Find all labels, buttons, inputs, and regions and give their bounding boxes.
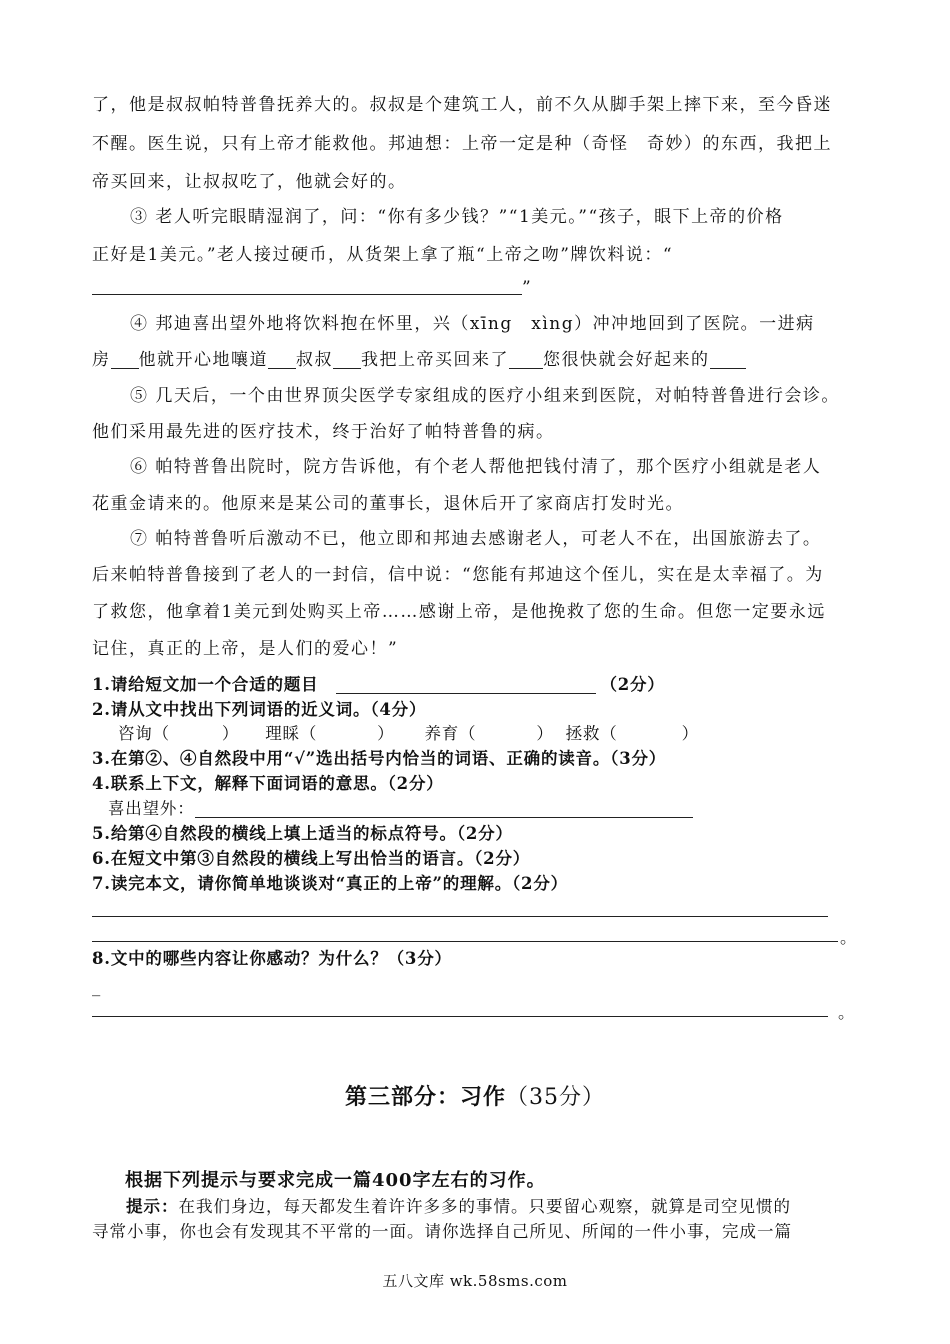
passage-line: ④ 邦迪喜出望外地将饮料抱在怀里，兴（xīng xìng）冲冲地回到了医院。一进病 (130, 314, 815, 334)
passage-line: ③ 老人听完眼睛湿润了，问：“你有多少钱？”“1美元。”“孩子，眼下上帝的价格 (130, 207, 784, 227)
item-label: 拯救（ (565, 724, 618, 743)
punctuation-blank[interactable] (509, 350, 543, 369)
answer-line[interactable] (92, 1016, 828, 1017)
passage-line: 帝买回来，让叔叔吃了，他就会好的。 (92, 172, 407, 192)
question-text: 1.请给短文加一个合适的题目 (92, 675, 319, 694)
hint-line: 寻常小事，你也会有发现其不平常的一面。请你选择自己所见、所闻的一件小事，完成一篇 (92, 1222, 792, 1241)
passage-text: 叔叔 (296, 350, 333, 370)
answer-blank-line[interactable] (92, 294, 522, 295)
item-label: ） (681, 724, 699, 743)
answer-line[interactable] (92, 916, 828, 917)
item-label: ） (377, 724, 395, 743)
answer-line[interactable] (92, 941, 838, 942)
hint-line (126, 1195, 791, 1219)
footer-watermark: 五八文库 wk.58sms.com (382, 1272, 568, 1290)
passage-text: 他就开心地嚷道 (138, 350, 268, 370)
passage-line: 后来帕特普鲁接到了老人的一封信，信中说：“您能有邦迪这个侄儿，实在是太幸福了。为 (92, 565, 824, 585)
writing-instruction: 根据下列提示与要求完成一篇400字左右的习作。 (125, 1170, 546, 1191)
definition-blank[interactable] (195, 799, 693, 818)
section-score: （35分） (506, 1085, 605, 1110)
passage-line: 花重金请来的。他原来是某公司的董事长，退休后开了家商店打发时光。 (92, 494, 684, 514)
punctuation-blank[interactable] (710, 350, 746, 369)
passage-line: ⑥ 帕特普鲁出院时，院方告诉他，有个老人帮他把钱付清了，那个医疗小组就是老人 (130, 457, 822, 477)
hint-label: 提示： (126, 1197, 179, 1216)
item-label: ） (221, 724, 240, 743)
passage-line: 了救您，他拿着1美元到处购买上帝……感谢上帝，是他挽救了您的生命。但您一定要永远 (92, 602, 826, 622)
passage-line: ” (522, 278, 533, 298)
question-2-items (118, 722, 699, 746)
punctuation-blank[interactable] (111, 350, 139, 369)
item-label: 养育（ (424, 724, 477, 743)
item-label: ） (536, 724, 554, 743)
term-label: 喜出望外： (108, 799, 195, 818)
passage-line: 了，他是叔叔帕特普鲁抚养大的。叔叔是个建筑工人，前不久从脚手架上摔下来，至今昏迷 (92, 95, 832, 115)
question-6: 6.在短文中第③自然段的横线上写出恰当的语言。（2分） (92, 849, 531, 868)
punctuation-blank[interactable] (333, 350, 361, 369)
question-4: 4.联系上下文，解释下面词语的意思。（2分） (92, 774, 444, 793)
question-8: 8.文中的哪些内容让你感动？为什么？（3分） (92, 949, 452, 968)
punctuation-blank[interactable] (268, 350, 296, 369)
hint-text: 在我们身边，每天都发生着许许多多的事情。只要留心观察，就算是司空见惯的 (178, 1197, 791, 1216)
passage-text: 房 (92, 350, 111, 370)
item-label: 理睬（ (265, 724, 318, 743)
passage-line: 不醒。医生说，只有上帝才能救他。邦迪想：上帝一定是种（奇怪 奇妙）的东西，我把上 (92, 134, 832, 154)
question-score: （2分） (600, 675, 665, 694)
passage-line-with-blanks (92, 348, 746, 372)
answer-start-mark: _ (92, 977, 102, 996)
passage-text: 您很快就会好起来的 (543, 350, 710, 370)
period-mark: 。 (840, 928, 858, 947)
question-1 (92, 673, 665, 697)
passage-line: 他们采用最先进的医疗技术，终于治好了帕特普鲁的病。 (92, 422, 555, 442)
passage-line: ⑤ 几天后，一个由世界顶尖医学专家组成的医疗小组来到医院，对帕特普鲁进行会诊。 (130, 386, 840, 406)
question-4-item (108, 797, 693, 821)
passage-line: 记住，真正的上帝，是人们的爱心！” (92, 639, 399, 659)
question-5: 5.给第④自然段的横线上填上适当的标点符号。（2分） (92, 824, 513, 843)
item-label: 咨询（ (118, 724, 170, 743)
question-3: 3.在第②、④自然段中用“√”选出括号内恰当的词语、正确的读音。（3分） (92, 749, 667, 768)
passage-line: 正好是1美元。”老人接过硬币，从货架上拿了瓶“上帝之吻”牌饮料说：“ (92, 245, 674, 265)
question-7: 7.读完本文，请你简单地谈谈对“真正的上帝”的理解。（2分） (92, 874, 568, 893)
passage-text: 我把上帝买回来了 (361, 350, 509, 370)
passage-line: ⑦ 帕特普鲁听后激动不已，他立即和邦迪去感谢老人，可老人不在，出国旅游去了。 (130, 529, 822, 549)
section-heading (0, 1080, 950, 1111)
title-answer-blank[interactable] (336, 675, 596, 694)
section-title: 第三部分：习作 (344, 1084, 506, 1110)
question-2: 2.请从文中找出下列词语的近义词。（4分） (92, 700, 427, 719)
period-mark: 。 (838, 1003, 856, 1022)
